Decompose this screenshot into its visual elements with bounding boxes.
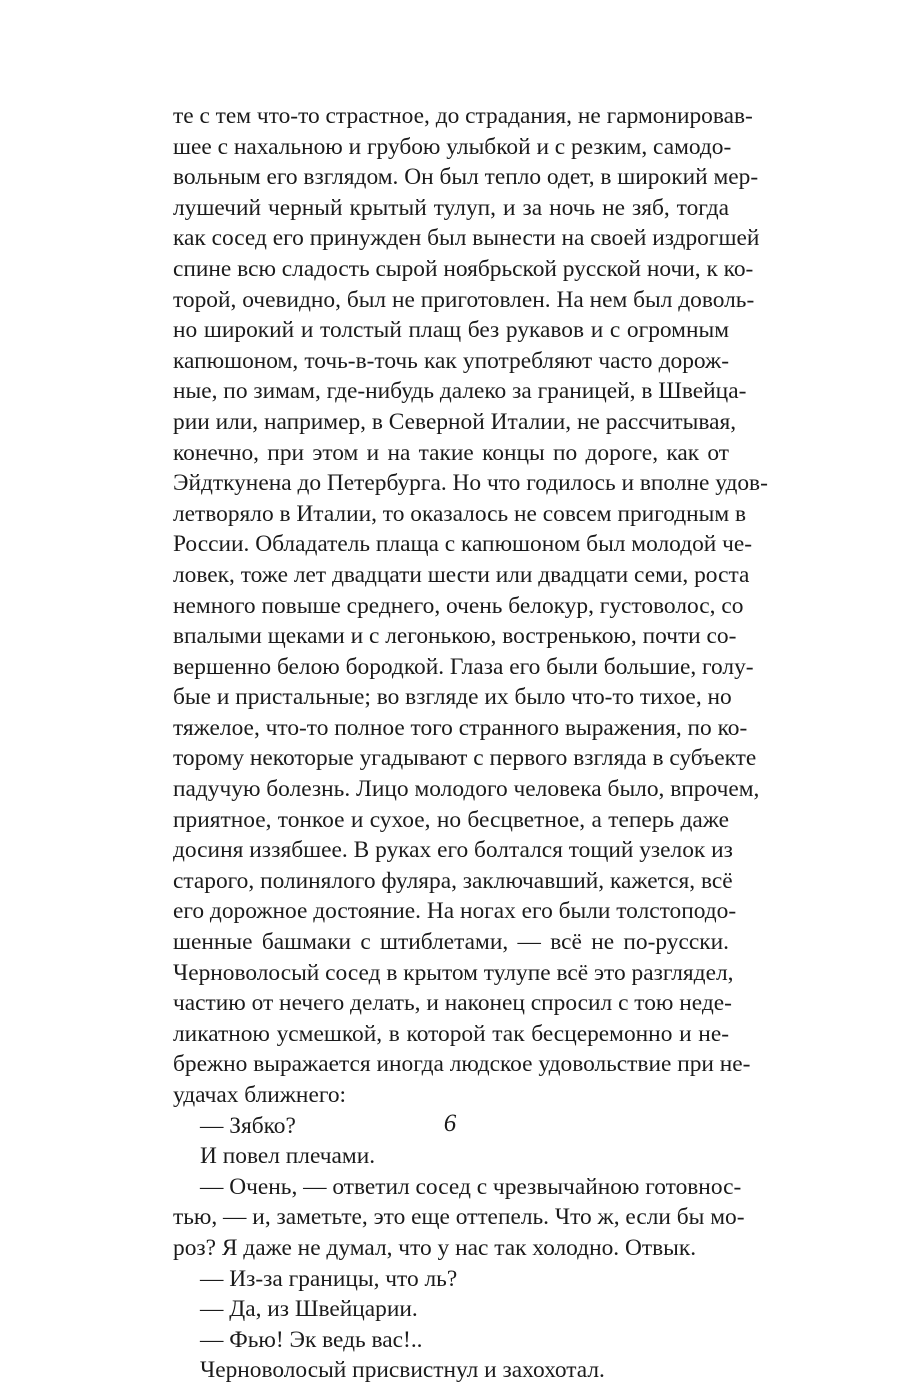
text-line: Черноволосый сосед в крытом тулупе всё это разглядел, xyxy=(173,959,734,986)
text-line: впалыми щеками и с легонькою, востренькою, почти со- xyxy=(173,623,737,650)
text-line: приятное, тонкое и сухое, но бесцветное, а теперь даже xyxy=(173,806,729,833)
text-line: ные, по зимам, где-нибудь далеко за границей, в Швейца- xyxy=(173,378,747,405)
dialogue-line: — Из-за границы, что ль? xyxy=(200,1265,458,1292)
text-line: шенные башмаки с штиблетами, — всё не по-русски. xyxy=(173,929,729,956)
text-line: роз? Я даже не думал, что у нас так холодно. Отвык. xyxy=(173,1234,697,1261)
text-line: шее с нахальною и грубою улыбкой и с резким, самодо- xyxy=(173,133,732,160)
text-line: России. Обладатель плаща с капюшоном был молодой че- xyxy=(173,531,753,558)
text-line: тью, — и, заметьте, это еще оттепель. Что ж, если бы мо- xyxy=(173,1204,745,1231)
text-line: бые и пристальные; во взгляде их было что-то тихое, но xyxy=(173,684,732,711)
text-line: спине всю сладость сырой ноябрьской русской ночи, к ко- xyxy=(173,255,754,282)
text-line: тяжелое, что-то полное того странного выражения, по ко- xyxy=(173,714,748,741)
text-line: ликатною усмешкой, в которой так бесцеремонно и не- xyxy=(173,1020,729,1047)
text-line: рии или, например, в Северной Италии, не рассчитывая, xyxy=(173,408,737,435)
text-line: падучую болезнь. Лицо молодого человека было, впрочем, xyxy=(173,776,760,803)
text-line: И повел плечами. xyxy=(200,1143,376,1170)
text-line: те с тем что-то страстное, до страдания, не гармонировав- xyxy=(173,103,753,129)
text-line: немного повыше среднего, очень белокур, густоволос, со xyxy=(173,592,744,619)
text-line: удачах ближнего: xyxy=(173,1082,347,1108)
text-line: его дорожное достояние. На ногах его были толстоподо- xyxy=(173,898,737,925)
text-line: Черноволосый присвистнул и захохотал. xyxy=(200,1357,605,1384)
dialogue-line: — Очень, — ответил сосед с чрезвычайною готовнос- xyxy=(200,1173,742,1200)
text-line: Эйдткунена до Петербурга. Но что годилось и вполне удов- xyxy=(173,470,768,497)
dialogue-line: — Да, из Швейцарии. xyxy=(200,1296,418,1323)
text-line: брежно выражается иногда людское удовольствие при не- xyxy=(173,1051,751,1078)
text-line: но широкий и толстый плащ без рукавов и с огромным xyxy=(173,317,729,344)
text-line: капюшоном, точь-в-точь как употребляют часто дорож- xyxy=(173,347,729,374)
body-text xyxy=(173,101,768,1386)
text-line: старого, полинялого фуляра, заключавший, кажется, всё xyxy=(173,867,733,894)
text-line: торой, очевидно, был не приготовлен. На нем был доволь- xyxy=(173,286,755,313)
text-line: конечно, при этом и на такие концы по дороге, как от xyxy=(173,439,729,466)
text-line: досиня иззябшее. В руках его болтался тощий узелок из xyxy=(173,837,733,864)
text-line: как сосед его принужден был вынести на своей издрогшей xyxy=(173,225,760,252)
text-line: вершенно белою бородкой. Глаза его были большие, голу- xyxy=(173,653,754,680)
text-line: частию от нечего делать, и наконец спросил с тою неде- xyxy=(173,990,732,1017)
text-line: вольным его взглядом. Он был тепло одет, в широкий мер- xyxy=(173,164,759,191)
text-line: летворяло в Италии, то оказалось не совсем пригодным в xyxy=(173,500,747,527)
text-line: ловек, тоже лет двадцати шести или двадцати семи, роста xyxy=(173,561,750,588)
dialogue-line: — Фью! Эк ведь вас!.. xyxy=(200,1326,423,1353)
text-line: торому некоторые угадывают с первого взгляда в субъекте xyxy=(173,745,757,772)
text-line: лушечий черный крытый тулуп, и за ночь не зяб, тогда xyxy=(173,194,729,221)
dialogue-line: — Зябко? xyxy=(200,1112,296,1139)
page-number: 6 xyxy=(443,1110,457,1137)
